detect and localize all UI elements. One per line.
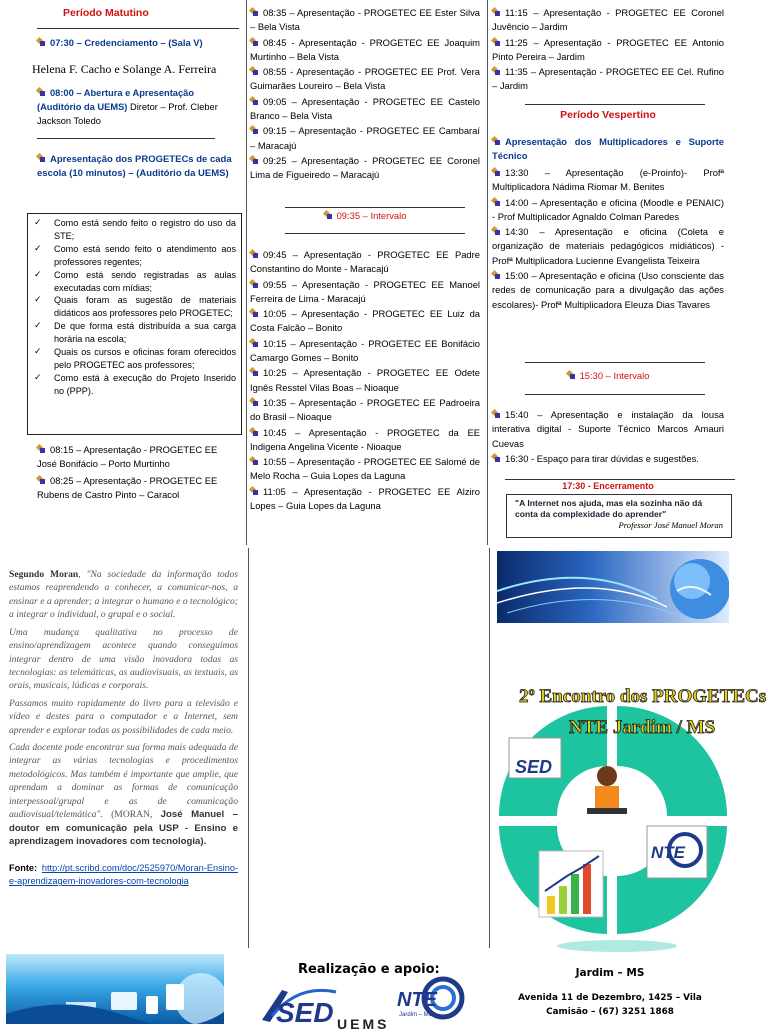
bullet-icon xyxy=(492,38,501,47)
bullet-icon xyxy=(250,38,259,47)
schedule-entry: 15:00 – Apresentação e oficina (Uso consciente das redes de comunicação para a divulgação das ações escolares)- Profª Multiplicadora Eleuza Dias Tavares xyxy=(492,270,724,310)
period-title-afternoon: Período Vespertino xyxy=(560,109,656,121)
schedule-entry: 09:25 – Apresentação - PROGETEC EE Coronel Lima de Figueiredo – Maracajú xyxy=(250,154,480,181)
city: Jardim – MS xyxy=(575,967,645,979)
checklist-item: ✓ De que forma está distribuída a sua carga horária na escola; xyxy=(34,320,236,346)
bullet-icon xyxy=(250,309,259,318)
schedule-entry: 13:30 – Apresentação (e-Proinfo)- Profª Multiplicadora Nádima Riomar M. Benites xyxy=(492,167,724,193)
checklist-item: ✓ Como está à execução do Projeto Inserido no (PPP). xyxy=(34,372,236,398)
entry-0825: 08:25 – Apresentação - PROGETEC EE Rubens de Castro Pinto – Caracol xyxy=(37,475,218,501)
names: Helena F. Cacho e Solange A. Ferreira xyxy=(32,62,217,76)
bullet-icon xyxy=(250,428,259,437)
checklist-item: ✓ Como está sendo feito o atendimento aos professores regentes; xyxy=(34,243,236,269)
bullet-icon xyxy=(250,368,259,377)
bullet-icon xyxy=(37,88,46,97)
schedule-entry: 15:40 – Apresentação e instalação da lousa interativa digital - Suporte Técnico Marcos Amauri Cuevas xyxy=(492,409,724,449)
column-afternoon xyxy=(492,166,724,313)
column-divider-1 xyxy=(246,0,247,545)
bullet-icon xyxy=(250,250,259,259)
schedule-entry: 09:55 – Apresentação - PROGETEC EE Manoel Ferreira de Lima - Maracajú xyxy=(250,278,480,304)
section-multiplicadores: Apresentação dos Multiplicadores e Suporte Técnico xyxy=(492,136,724,162)
column-divider-3 xyxy=(248,548,249,948)
divider xyxy=(37,28,239,29)
entry-abertura: 08:00 – Abertura e Apresentação (Auditório da UEMS) Diretor – Prof. Cleber Jackson Toledo xyxy=(37,88,218,127)
interval-morning: 09:35 – Intervalo xyxy=(250,209,480,223)
bullet-icon xyxy=(567,371,576,380)
bullet-icon xyxy=(492,8,501,17)
column-divider-4 xyxy=(489,548,490,948)
cut-text: UEMS xyxy=(337,1016,390,1032)
schedule-entry: 10:25 – Apresentação - PROGETEC EE Odete Ignês Resstel Vilas Boas – Nioaque xyxy=(250,367,480,393)
schedule-entry: 11:25 – Apresentação - PROGETEC EE Antonio Pinto Pereira – Jardim xyxy=(492,36,724,62)
column-divider-2 xyxy=(487,0,488,545)
checklist-item: ✓ Quais os cursos e oficinas foram oferecidos pelo PROGETEC aos professores; xyxy=(34,346,236,372)
checklist-item: ✓ Quais foram as sugestão de materiais didáticos aos professores pelo PROGETEC; xyxy=(34,294,236,320)
quote-box xyxy=(506,494,732,538)
schedule-entry: 08:55 - Apresentação - PROGETEC EE Prof. Vera Guimarães Loureiro – Bela Vista xyxy=(250,66,480,92)
bullet-icon xyxy=(250,339,259,348)
schedule-entry: 10:45 – Apresentação - PROGETEC da EE Indigena Angelina Vicente - Nioaque xyxy=(250,426,480,452)
bullet-icon xyxy=(492,454,501,463)
bullet-icon xyxy=(37,38,46,47)
bullet-icon xyxy=(250,398,259,407)
bullet-icon xyxy=(492,410,501,419)
logo-nte-text: NTE xyxy=(651,843,685,862)
bullet-icon xyxy=(37,154,46,163)
topics-checklist xyxy=(27,213,242,435)
source-link[interactable]: http://pt.scribd.com/doc/2525970/Moran-Ensino-e-aprendizagem-inovadores-com-tecnologia xyxy=(9,863,238,887)
sed-logo: SED xyxy=(258,980,338,1024)
divider xyxy=(37,138,215,139)
bullet-icon xyxy=(250,126,259,135)
divider xyxy=(525,362,705,363)
period-title: Período Matutino xyxy=(63,7,149,19)
divider xyxy=(525,104,705,105)
interval-afternoon: 15:30 – Intervalo xyxy=(492,369,724,383)
divider xyxy=(285,207,465,208)
bullet-icon xyxy=(250,280,259,289)
entry-apresentacao-progetecs: Apresentação dos PROGETECs de cada escola (10 minutos) – (Auditório da UEMS) xyxy=(37,154,232,180)
nte-logo: NTE Jardim – MS xyxy=(395,975,465,1023)
schedule-entry: 11:05 – Apresentação - PROGETEC EE Alziro Lopes – Guia Lopes da Laguna xyxy=(250,485,480,512)
bullet-icon xyxy=(250,487,259,496)
column-afternoon-2 xyxy=(492,408,724,467)
bullet-icon xyxy=(37,445,46,454)
footer-address xyxy=(510,966,710,1019)
schedule-entry: 14:00 – Apresentação e oficina (Moodle e PENAIC) - Prof Multiplicador Agnaldo Colman Paredes xyxy=(492,196,724,222)
schedule-entry: 09:45 – Apresentação - PROGETEC EE Padre Constantino do Monte - Maracajú xyxy=(250,249,480,275)
column-morning-2b xyxy=(250,248,480,514)
schedule-entry: 11:15 – Apresentação - PROGETEC EE Coronel Juvêncio – Jardim xyxy=(492,7,724,33)
schedule-entry: 10:15 – Apresentação - PROGETEC EE Bonifácio Camargo Gomes – Bonito xyxy=(250,337,480,364)
tech-devices-icon xyxy=(6,954,224,1024)
schedule-entry: 16:30 - Espaço para tirar dúvidas e sugestões. xyxy=(492,452,724,466)
closing: 17:30 - Encerramento xyxy=(562,481,654,491)
bullet-icon xyxy=(250,97,259,106)
event-title-line2: NTE Jardim / MS xyxy=(569,717,716,738)
schedule-entry: 14:30 – Apresentação e oficina (Coleta e organização de materiais pedagógicos midiáticos) - Profª Multiplicadora Lucienne Evangelista Teixeira xyxy=(492,226,724,266)
bullet-icon xyxy=(492,168,501,177)
bullet-icon xyxy=(492,137,501,146)
schedule-entry: 10:35 – Apresentação - PROGETEC EE Padroeira do Brasil – Nioaque xyxy=(250,396,480,423)
moran-text: Segundo Moran, "Na sociedade da informação todos estamos reaprendendo a conhecer, a comunicar-nos, a ensinar e a aprender; a integrar o humano e o tecnológico; a integrar o individual, o grupal e o social. Uma mudança qualitativa no processo de ensino/aprendizagem acontece quando conseguimos integrar dentro de uma visão inovadora todas as tecnologias: as telemáticas, as audiovisuais, as textuais, as orais, musicais, lúdicas e corporais. Passamos muito rapidamente do livro para a televisão e vídeo e destes para o computador e a Internet, sem aprender e explorar todas as possibilidades de cada meio. Cada docente pode encontrar sua forma mais adequada de integrar as várias tecnologias e procedimentos metodológicos. Mas também é importante que amplie, que aprendam a dominar as formas de comunicação interpessoal/grupal e as de comunicação audiovisual/telemática". (MORAN, José Manuel – doutor em comunicação pela USP - Ensino e aprendizagem inovadores com tecnologia). Fonte: http://pt.scribd.com/doc/2525970/Moran-Ensino-e-aprendizagem-inovadores-com-tecnologia xyxy=(9,569,238,887)
bullet-icon xyxy=(250,457,259,466)
checklist-item: ✓ Como está sendo feito o registro do uso da STE; xyxy=(34,217,236,243)
schedule-entry: 09:05 – Apresentação - PROGETEC EE Castelo Branco – Bela Vista xyxy=(250,95,480,122)
realizacao-title: Realização e apoio: xyxy=(298,962,440,977)
schedule-entry: 11:35 – Apresentação - PROGETEC EE Cel. Rufino – Jardim xyxy=(492,66,724,92)
entry-credenciamento: 07:30 – Credenciamento – (Sala V) xyxy=(37,36,242,50)
bullet-icon xyxy=(492,227,501,236)
quote-text: "A Internet nos ajuda, mas ela sozinha não dá conta da complexidade do aprender" xyxy=(515,498,703,520)
schedule-entry: 09:15 – Apresentação - PROGETEC EE Cambaraí – Maracajú xyxy=(250,125,480,151)
bullet-icon xyxy=(324,211,333,220)
globe-icon xyxy=(497,551,729,623)
quote-author: Professor José Manuel Moran xyxy=(618,520,723,531)
column-morning-3 xyxy=(492,6,724,95)
logo-sed-text: SED xyxy=(515,757,553,777)
event-title-line1: 2º Encontro dos PROGETECs xyxy=(519,686,767,707)
bullet-icon xyxy=(492,271,501,280)
event-logo xyxy=(497,676,767,954)
bullet-icon xyxy=(492,198,501,207)
schedule-entry: 08:35 – Apresentação - PROGETEC EE Ester Silva – Bela Vista xyxy=(250,7,480,33)
globe-banner xyxy=(497,551,729,623)
entry-0815: 08:15 – Apresentação - PROGETEC EE José Bonifácio – Porto Murtinho xyxy=(37,444,218,470)
bullet-icon xyxy=(250,8,259,17)
tech-illustration xyxy=(6,954,224,1024)
checklist-item: ✓ Como está sendo registradas as aulas executadas com mídias; xyxy=(34,269,236,295)
schedule-entry: 08:45 - Apresentação - PROGETEC EE Joaquim Murtinho – Bela Vista xyxy=(250,36,480,62)
divider xyxy=(285,233,465,234)
column-morning-2 xyxy=(250,6,480,184)
bullet-icon xyxy=(492,67,501,76)
schedule-entry: 10:55 – Apresentação - PROGETEC EE Salomé de Melo Rocha – Guia Lopes da Laguna xyxy=(250,456,480,482)
bullet-icon xyxy=(37,476,46,485)
divider xyxy=(525,394,705,395)
column-morning xyxy=(37,6,237,22)
schedule-entry: 10:05 – Apresentação - PROGETEC EE Luiz da Costa Falcão – Bonito xyxy=(250,308,480,334)
bullet-icon xyxy=(250,67,259,76)
address: Avenida 11 de Dezembro, 1425 – Vila Camisão – (67) 3251 1868 xyxy=(518,992,702,1017)
bullet-icon xyxy=(250,156,259,165)
